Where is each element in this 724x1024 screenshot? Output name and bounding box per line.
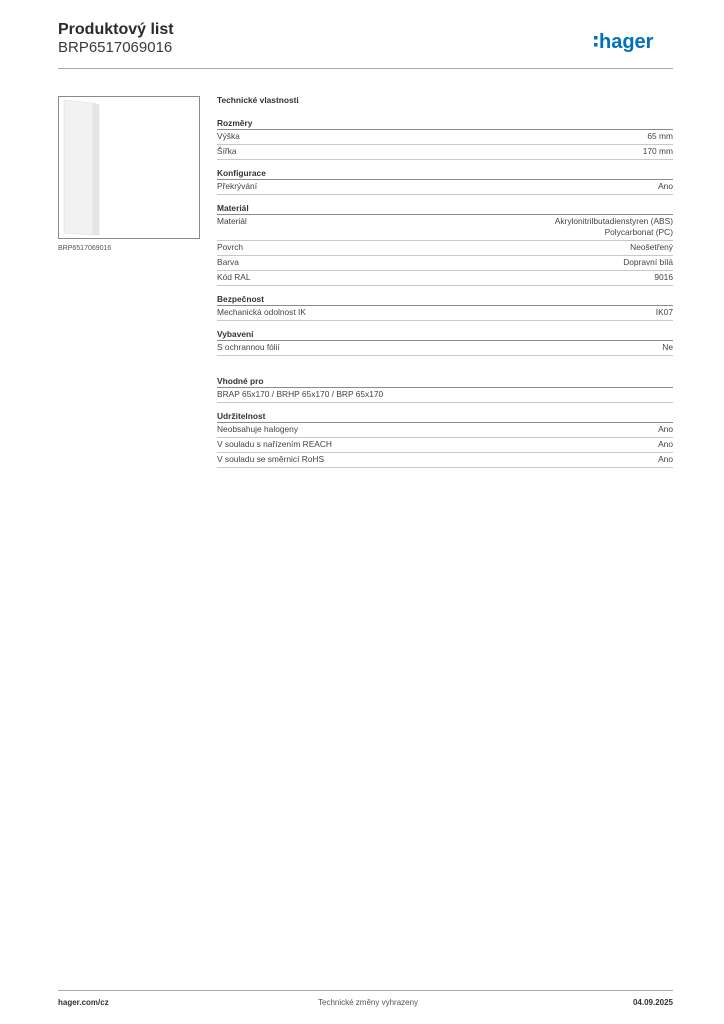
specs-heading: Technické vlastnosti	[217, 95, 299, 105]
header-divider	[58, 68, 673, 69]
section-safety	[217, 294, 673, 321]
spec-label: V souladu se směrnicí RoHS	[217, 454, 325, 464]
section-title: Bezpečnost	[217, 294, 673, 306]
section-title: Vhodné pro	[217, 376, 673, 388]
spec-label: Mechanická odolnost IK	[217, 307, 306, 317]
spec-value-line: Akrylonitrilbutadienstyren (ABS)	[554, 216, 673, 226]
spec-label: Šířka	[217, 146, 237, 156]
section-configuration	[217, 168, 673, 195]
footer-notice: Technické změny vyhrazeny	[318, 998, 419, 1007]
spec-value: 170 mm	[642, 146, 673, 156]
spec-label: Kód RAL	[217, 272, 251, 282]
page-title: Produktový list	[58, 21, 174, 38]
spec-row	[217, 130, 673, 145]
technical-specs	[217, 94, 673, 476]
spec-label: Výška	[217, 131, 240, 141]
section-title: Rozměry	[217, 118, 673, 130]
spec-label: Barva	[217, 257, 239, 267]
spec-row	[217, 145, 673, 160]
spec-value: Ano	[658, 439, 673, 449]
spec-label: Povrch	[217, 242, 244, 252]
spec-label: V souladu s nařízením REACH	[217, 439, 332, 449]
spec-row	[217, 453, 673, 468]
spec-value: Ano	[658, 181, 673, 191]
spec-row	[217, 438, 673, 453]
image-caption: BRP6517069016	[58, 245, 112, 252]
hager-logo	[594, 28, 674, 54]
section-title: Udržitelnost	[217, 411, 673, 423]
spec-value: Dopravní bílá	[623, 257, 673, 267]
footer-website-link[interactable]: hager.com/cz	[58, 998, 109, 1007]
spec-row	[217, 215, 673, 241]
spec-value: Neošetřený	[630, 242, 673, 252]
section-suitable-for	[217, 376, 673, 403]
footer-date: 04.09.2025	[632, 998, 673, 1007]
section-dimensions	[217, 118, 673, 160]
section-material	[217, 203, 673, 286]
spec-row	[217, 180, 673, 195]
spec-row	[217, 256, 673, 271]
spec-value: Ne	[662, 342, 673, 352]
spec-label: Materiál	[217, 216, 247, 226]
spec-label: BRAP 65x170 / BRHP 65x170 / BRP 65x170	[217, 389, 384, 399]
spec-value-line: Polycarbonat (PC)	[604, 227, 673, 237]
section-sustainability	[217, 411, 673, 468]
spec-row	[217, 423, 673, 438]
spec-value	[555, 216, 673, 238]
spec-label: Překrývání	[217, 181, 258, 191]
product-code: BRP6517069016	[58, 39, 173, 56]
spec-value: Ano	[658, 454, 673, 464]
spec-value: IK07	[655, 307, 673, 317]
footer-divider	[58, 990, 673, 991]
section-equipment	[217, 329, 673, 356]
spec-value: 65 mm	[647, 131, 673, 141]
spec-row	[217, 271, 673, 286]
section-title: Vybavení	[217, 329, 673, 341]
section-title: Konfigurace	[217, 168, 673, 180]
spec-label: Neobsahuje halogeny	[217, 424, 299, 434]
spec-row	[217, 388, 673, 403]
spec-row	[217, 306, 673, 321]
product-image	[59, 97, 199, 238]
spec-row	[217, 341, 673, 356]
product-image-frame	[58, 96, 200, 239]
spec-value: 9016	[654, 272, 673, 282]
logo-text: hager	[599, 31, 654, 53]
spec-label: S ochrannou fólií	[217, 342, 280, 352]
spec-value: Ano	[658, 424, 673, 434]
section-title: Materiál	[217, 203, 673, 215]
spec-row	[217, 241, 673, 256]
